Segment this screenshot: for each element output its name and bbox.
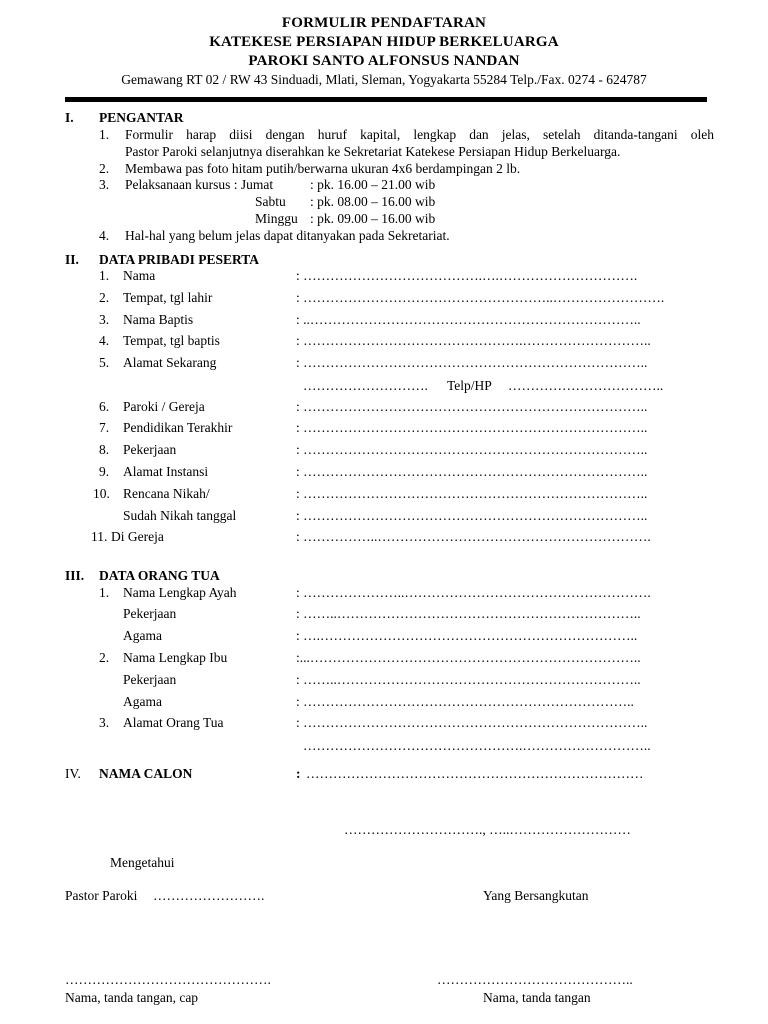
field-label-baptism-name: Nama Baptis <box>123 312 194 327</box>
field-input-nama[interactable]: : ………………………………….….…………………………. <box>296 268 638 283</box>
field-input-address[interactable]: : ………………………………………………………………….. <box>296 355 648 370</box>
field-number: 10. <box>93 486 110 501</box>
intro-item-2-text: Membawa pas foto hitam putih/berwarna ukuran 4x6 berdampingan 2 lb. <box>125 161 521 176</box>
field-input-father-name[interactable]: : …………………..………………………………………………. <box>296 585 651 600</box>
intro-item-4-text: Hal-hal yang belum jelas dapat ditanyakan pada Sekretariat. <box>125 228 450 243</box>
field-label-phone: Telp/HP <box>447 378 492 393</box>
acknowledged-label: Mengetahui <box>110 855 175 870</box>
field-input-education[interactable]: : ………………………………………………………………….. <box>296 420 648 435</box>
field-label-parish: Paroki / Gereja <box>123 399 205 414</box>
intro-item-3-number: 3. <box>99 177 110 192</box>
place-date-line[interactable]: …………………………., …..……………………… <box>344 822 631 837</box>
section-3-title: DATA ORANG TUA <box>99 568 220 583</box>
field-number: 8. <box>99 442 110 457</box>
field-number: 7. <box>99 420 110 435</box>
field-input-address-line2[interactable]: ………………………. <box>303 378 428 393</box>
field-label-father-occupation: Pekerjaan <box>123 606 177 621</box>
field-input-office-address[interactable]: : ………………………………………………………………….. <box>296 464 648 479</box>
field-input-parents-address[interactable]: : ………………………………………………………………….. <box>296 715 648 730</box>
field-input-birth[interactable]: : ………………………………………………..……………………. <box>296 290 665 305</box>
field-input-parents-address-line2[interactable]: ………………………………………….……………………….. <box>303 738 651 753</box>
field-input-marriage-date[interactable]: : ………………………………………………………………….. <box>296 508 648 523</box>
form-title: FORMULIR PENDAFTARAN <box>281 15 487 31</box>
schedule-saturday-time: : pk. 08.00 – 16.00 wib <box>310 194 436 209</box>
section-4-number: IV. <box>65 766 81 781</box>
schedule-friday-time: : pk. 16.00 – 21.00 wib <box>310 177 436 192</box>
applicant-signature-line[interactable]: …………………………………….. <box>437 972 633 987</box>
field-label-parents-address: Alamat Orang Tua <box>123 715 224 730</box>
field-input-father-occupation[interactable]: : ……..………………………………………………………….. <box>296 606 641 621</box>
field-label-mother-religion: Agama <box>123 694 162 709</box>
field-number: 6. <box>99 399 110 414</box>
intro-item-1-line1: Formulir harap diisi dengan huruf kapital, lengkap dan jelas, setelah ditanda-tangani oleh <box>125 127 714 142</box>
field-number: 1. <box>99 268 110 283</box>
field-label-address: Alamat Sekarang <box>123 355 217 370</box>
field-number: 4. <box>99 333 110 348</box>
section-2-number: II. <box>65 252 79 267</box>
program-title: KATEKESE PERSIAPAN HIDUP BERKELUARGA <box>209 34 559 50</box>
field-label-marriage-date: Sudah Nikah tanggal <box>123 508 237 523</box>
section-1-title: PENGANTAR <box>99 110 184 125</box>
field-label-mother-occupation: Pekerjaan <box>123 672 177 687</box>
schedule-sunday-day: Minggu <box>255 211 298 226</box>
field-label-education: Pendidikan Terakhir <box>123 420 233 435</box>
field-label-church: Di Gereja <box>111 529 164 544</box>
pastor-label: Pastor Paroki <box>65 888 138 903</box>
field-number: 3. <box>99 715 110 730</box>
section-3-number: III. <box>65 568 85 583</box>
pastor-signature-line[interactable]: ………………………………………. <box>65 972 271 987</box>
field-input-candidate-name[interactable]: ………………………………………………………………… <box>306 766 644 781</box>
section-4-colon: : <box>296 766 301 781</box>
field-number: 2. <box>99 290 110 305</box>
intro-item-1-number: 1. <box>99 127 110 142</box>
header-divider <box>65 97 707 102</box>
field-label-baptism-date: Tempat, tgl baptis <box>123 333 220 348</box>
field-label-mother-name: Nama Lengkap Ibu <box>123 650 228 665</box>
field-number: 5. <box>99 355 110 370</box>
pastor-name-input[interactable]: ……………………. <box>153 888 265 903</box>
field-label-marriage-plan: Rencana Nikah/ <box>123 486 210 501</box>
field-input-mother-occupation[interactable]: : ……..………………………………………………………….. <box>296 672 641 687</box>
field-input-occupation[interactable]: : ………………………………………………………………….. <box>296 442 648 457</box>
intro-item-2-number: 2. <box>99 161 110 176</box>
parish-title: PAROKI SANTO ALFONSUS NANDAN <box>248 53 520 69</box>
field-input-father-religion[interactable]: : ….…………………………………………………………….. <box>296 628 638 643</box>
applicant-signature-caption: Nama, tanda tangan <box>483 990 591 1005</box>
field-label-occupation: Pekerjaan <box>123 442 177 457</box>
section-4-title: NAMA CALON <box>99 766 193 781</box>
field-input-baptism-date[interactable]: : ………………………………………….……………………….. <box>296 333 651 348</box>
field-label-birth: Tempat, tgl lahir <box>123 290 213 305</box>
section-1-number: I. <box>65 110 74 125</box>
parish-address: Gemawang RT 02 / RW 43 Sinduadi, Mlati, Sleman, Yogyakarta 55284 Telp./Fax. 0274 - 624787 <box>121 72 647 87</box>
applicant-label: Yang Bersangkutan <box>483 888 589 903</box>
intro-item-3-text: Pelaksanaan kursus : Jumat <box>125 177 274 192</box>
field-input-parish[interactable]: : ………………………………………………………………….. <box>296 399 648 414</box>
field-label-father-religion: Agama <box>123 628 162 643</box>
field-number: 9. <box>99 464 110 479</box>
field-number: 11. <box>91 529 108 544</box>
field-input-baptism-name[interactable]: : ..……………………………………………………………….. <box>296 312 641 327</box>
schedule-saturday-day: Sabtu <box>255 194 286 209</box>
section-2-title: DATA PRIBADI PESERTA <box>99 252 260 267</box>
pastor-signature-caption: Nama, tanda tangan, cap <box>65 990 199 1005</box>
field-number: 3. <box>99 312 110 327</box>
field-label-nama: Nama <box>123 268 156 283</box>
field-input-mother-name[interactable]: :...……………………………………………………………….. <box>296 650 641 665</box>
schedule-sunday-time: : pk. 09.00 – 16.00 wib <box>310 211 436 226</box>
field-input-mother-religion[interactable]: : ……………………………………………………………….. <box>296 694 634 709</box>
intro-item-4-number: 4. <box>99 228 110 243</box>
field-number: 2. <box>99 650 110 665</box>
field-input-phone[interactable]: …………………………….. <box>508 378 664 393</box>
field-input-church[interactable]: : ……………..……………………………………………………. <box>296 529 651 544</box>
field-input-marriage-plan[interactable]: : ………………………………………………………………….. <box>296 486 648 501</box>
field-label-father-name: Nama Lengkap Ayah <box>123 585 237 600</box>
field-label-office-address: Alamat Instansi <box>123 464 209 479</box>
intro-item-1-line2: Pastor Paroki selanjutnya diserahkan ke Sekretariat Katekese Persiapan Hidup Berkeluarga. <box>125 144 621 159</box>
field-number: 1. <box>99 585 110 600</box>
